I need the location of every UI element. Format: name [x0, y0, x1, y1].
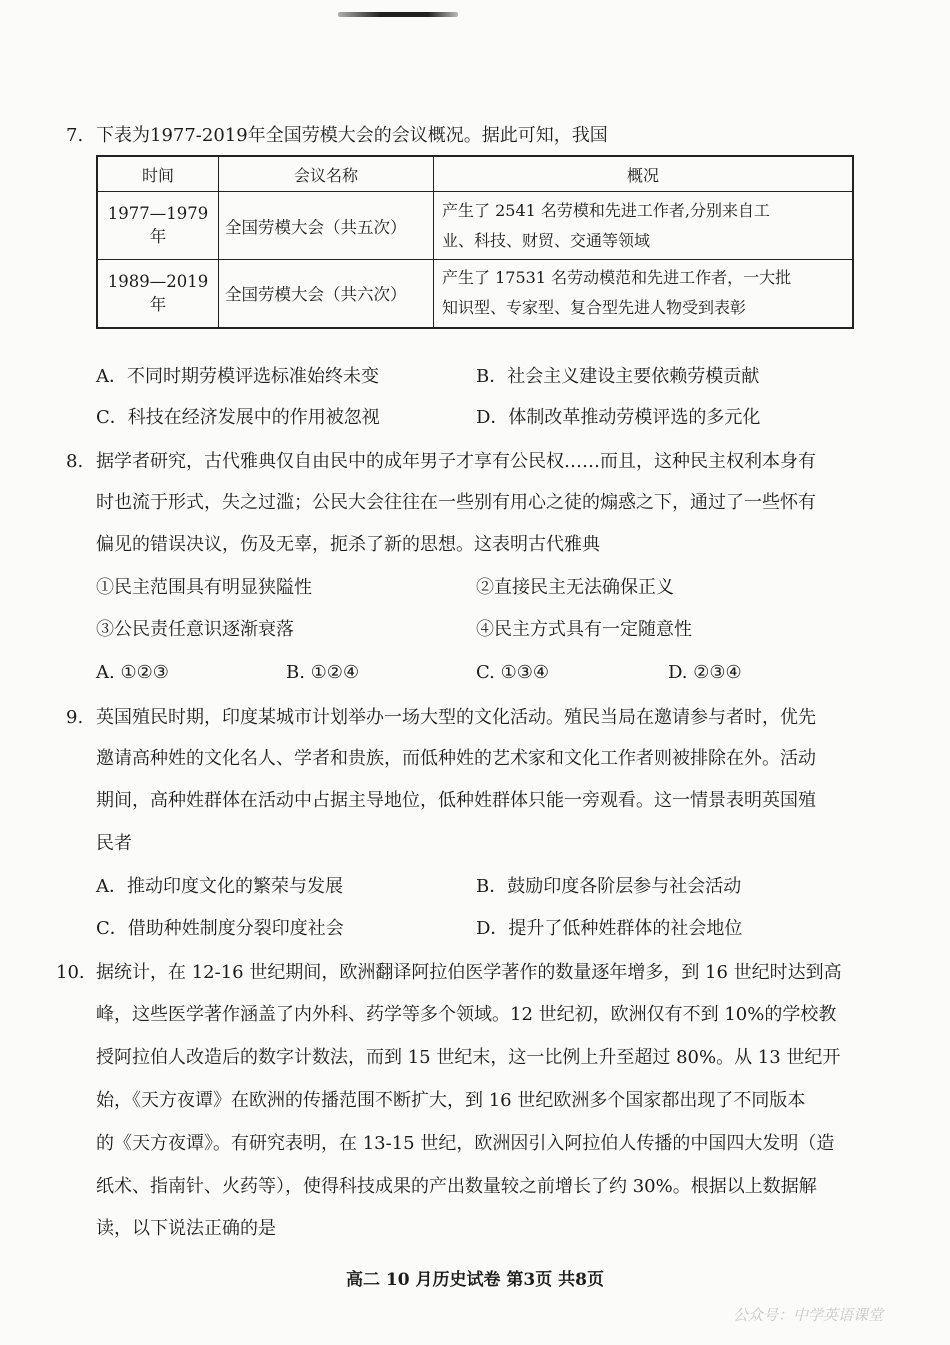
table-row [97, 192, 853, 260]
q8-text-line: 偏见的错误决议，伤及无辜，扼杀了新的思想。这表明古代雅典 [96, 534, 600, 555]
q7-summary-line: 产生了 2541 名劳模和先进工作者,分别来自工 [442, 200, 770, 220]
q7-cell-name: 全国劳模大会（共五次） [219, 192, 434, 260]
q10-text-line: 据统计，在 12-16 世纪期间，欧洲翻译阿拉伯医学著作的数量逐年增多，到 16 世纪时达到高 [96, 962, 842, 983]
q9-option-a[interactable]: A．推动印度文化的繁荣与发展 [96, 876, 343, 897]
q7-number: 7. [66, 125, 84, 146]
q10-text-line: 的《天方夜谭》。有研究表明，在 13-15 世纪，欧洲因引入阿拉伯人传播的中国四大发明（造 [96, 1133, 835, 1154]
watermark: 公众号：中学英语课堂 [733, 1306, 884, 1324]
q9-option-c[interactable]: C．借助种姓制度分裂印度社会 [96, 918, 344, 939]
q10-text-line: 授阿拉伯人改造后的数字计数法，而到 15 世纪末，这一比例上升至超过 80%。从 13 世纪开 [96, 1047, 841, 1068]
q7-option-b[interactable]: B．社会主义建设主要依赖劳模贡献 [476, 366, 760, 387]
q7-cell-time: 1989—2019 年 [97, 260, 219, 328]
q7-cell-name: 全国劳模大会（共六次） [219, 260, 434, 328]
q9-option-b[interactable]: B．鼓励印度各阶层参与社会活动 [476, 876, 742, 897]
q7-cell-time: 1977—1979 年 [97, 192, 219, 260]
page-footer: 高二 10 月历史试卷 第3页 共8页 [346, 1270, 604, 1290]
q9-number: 9. [66, 707, 84, 728]
q8-option-b[interactable]: B. ①②④ [286, 662, 360, 683]
q10-text-line: 纸术、指南针、火药等），使得科技成果的产出数量较之前增长了约 30%。根据以上数据解 [96, 1176, 817, 1197]
q8-option-a[interactable]: A. ①②③ [96, 662, 169, 683]
q8-item-1: ①民主范围具有明显狭隘性 [96, 577, 312, 598]
q7-option-d[interactable]: D．体制改革推动劳模评选的多元化 [476, 407, 761, 428]
q7-header-summary: 概况 [434, 156, 854, 192]
q7-header-name: 会议名称 [219, 156, 434, 192]
q7-summary-line: 产生了 17531 名劳动模范和先进工作者，一大批 [442, 268, 792, 288]
q8-text-line: 据学者研究，古代雅典仅自由民中的成年男子才享有公民权……而且，这种民主权利本身有 [96, 451, 816, 472]
q7-stem: 下表为1977-2019年全国劳模大会的会议概况。据此可知，我国 [96, 125, 608, 146]
q10-text-line: 峰，这些医学著作涵盖了内外科、药学等多个领域。12 世纪初，欧洲仅有不到 10%的学校教 [96, 1004, 837, 1025]
q8-item-4: ④民主方式具有一定随意性 [476, 619, 692, 640]
q8-text-line: 时也流于形式，失之过滥；公民大会往往在一些别有用心之徒的煽惑之下，通过了一些怀有 [96, 492, 816, 513]
q8-number: 8. [66, 451, 84, 472]
q7-header-time: 时间 [97, 156, 219, 192]
q9-text-line: 邀请高种姓的文化名人、学者和贵族，而低种姓的艺术家和文化工作者则被排除在外。活动 [96, 748, 816, 769]
scan-mark [338, 12, 458, 17]
q7-cell-summary [434, 192, 854, 260]
q10-text-line: 读，以下说法正确的是 [96, 1218, 276, 1239]
q9-text-line: 英国殖民时期，印度某城市计划举办一场大型的文化活动。殖民当局在邀请参与者时，优先 [96, 707, 816, 728]
q10-number: 10. [56, 962, 85, 983]
table-row [97, 260, 853, 328]
q8-option-c[interactable]: C. ①③④ [476, 662, 549, 683]
q10-text-line: 始，《天方夜谭》在欧洲的传播范围不断扩大，到 16 世纪欧洲多个国家都出现了不同版本 [96, 1090, 806, 1111]
q7-summary-line: 知识型、专家型、复合型先进人物受到表彰 [442, 298, 747, 318]
q8-item-2: ②直接民主无法确保正义 [476, 577, 674, 598]
q7-option-a[interactable]: A．不同时期劳模评选标准始终未变 [96, 366, 379, 387]
q9-option-d[interactable]: D．提升了低种姓群体的社会地位 [476, 918, 743, 939]
q7-table [96, 155, 854, 329]
q9-text-line: 民者 [96, 833, 132, 854]
q8-item-3: ③公民责任意识逐渐衰落 [96, 619, 294, 640]
q7-option-c[interactable]: C．科技在经济发展中的作用被忽视 [96, 407, 380, 428]
q7-summary-line: 业、科技、财贸、交通等领域 [442, 230, 651, 250]
q9-text-line: 期间，高种姓群体在活动中占据主导地位，低种姓群体只能一旁观看。这一情景表明英国殖 [96, 790, 816, 811]
q7-cell-summary [434, 260, 854, 328]
q8-option-d[interactable]: D. ②③④ [668, 662, 742, 683]
